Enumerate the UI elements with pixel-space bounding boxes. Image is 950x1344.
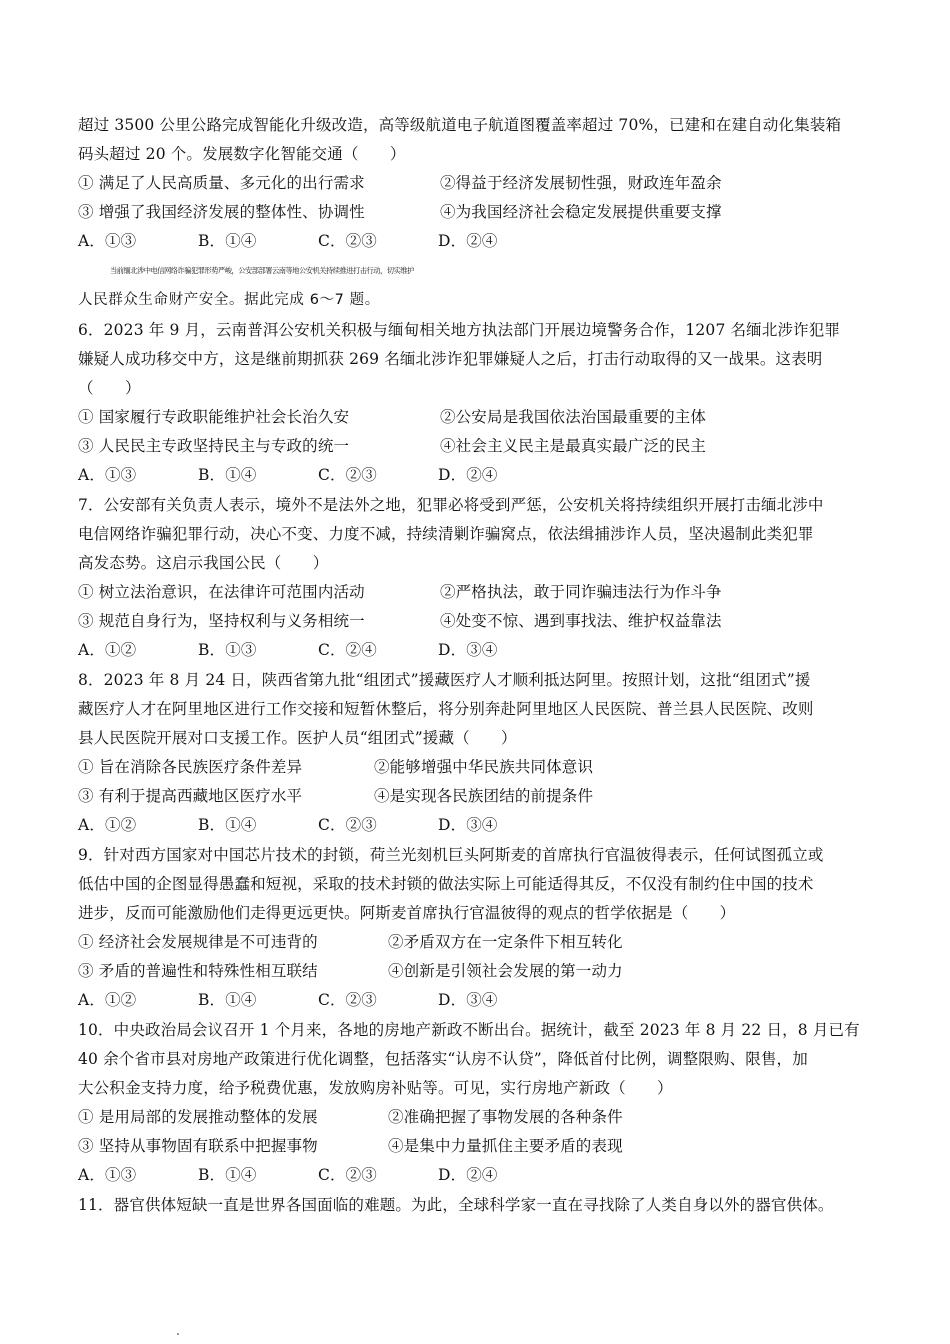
q5-answers (78, 230, 878, 252)
q5-stem-line: 码头超过 20 个。发展数字化智能交通（ ） (78, 145, 406, 163)
q8-answers (78, 814, 878, 836)
q10-options-row (78, 1106, 878, 1128)
q8-options-row (78, 756, 878, 778)
answer-d: D．③④ (438, 991, 498, 1009)
q6-stem-line: （ ） (78, 379, 141, 397)
q6-option-4: ④社会主义民主是最真实最广泛的民主 (440, 437, 707, 455)
q6-options-row (78, 406, 878, 428)
answer-c: C．②③ (318, 1166, 377, 1184)
q5-option-3: ③ 增强了我国经济发展的整体性、协调性 (78, 203, 365, 221)
q9-stem-line: 低估中国的企图显得愚蠢和短视，采取的技术封锁的做法实际上可能适得其反，不仅没有制约住中国的技术 (78, 875, 814, 893)
q9-option-4: ④创新是引领社会发展的第一动力 (388, 962, 623, 980)
q8-options-row (78, 785, 878, 807)
answer-b: B．①④ (198, 1166, 257, 1184)
material-note-line: 当前缅北涉中电信网络诈骗犯罪形势严峻，公安部部署云南等地公安机关持续推进打击行动，切实维护 (110, 266, 414, 275)
q6-option-1: ① 国家履行专政职能维护社会长治久安 (78, 408, 350, 426)
q6-options-row (78, 435, 878, 457)
q8-option-2: ②能够增强中华民族共同体意识 (374, 758, 594, 776)
q10-stem-line: 10．中央政治局会议召开 1 个月来，各地的房地产新政不断出台。据统计，截至 2023 年 8 月 22 日，8 月已有 (78, 1021, 860, 1039)
answer-c: C．②③ (318, 991, 377, 1009)
q6-stem-line: 6．2023 年 9 月，云南普洱公安机关积极与缅甸相关地方执法部门开展边境警务合作，1207 名缅北涉诈犯罪 (78, 321, 841, 339)
answer-d: D．②④ (438, 1166, 498, 1184)
q7-stem-line: 高发态势。这启示我国公民（ ） (78, 554, 329, 572)
q10-option-1: ① 是用局部的发展推动整体的发展 (78, 1108, 318, 1126)
answer-b: B．①④ (198, 232, 257, 250)
answer-a: A．①② (78, 816, 137, 834)
q7-options-row (78, 581, 878, 603)
q7-options-row (78, 610, 878, 632)
q9-stem-line: 9．针对西方国家对中国芯片技术的封锁，荷兰光刻机巨头阿斯麦的首席执行官温彼得表示，任何试图孤立或 (78, 846, 824, 864)
q9-stem-line: 进步，反而可能激励他们走得更远更快。阿斯麦首席执行官温彼得的观点的哲学依据是（ ） (78, 904, 736, 922)
q9-option-3: ③ 矛盾的普遍性和特殊性相互联结 (78, 962, 318, 980)
answer-a: A．①② (78, 991, 137, 1009)
q5-option-2: ②得益于经济发展韧性强，财政连年盈余 (440, 174, 722, 192)
q9-option-2: ②矛盾双方在一定条件下相互转化 (388, 933, 623, 951)
answer-d: D．②④ (438, 466, 498, 484)
q5-options-row (78, 201, 878, 223)
q8-option-3: ③ 有利于提高西藏地区医疗水平 (78, 787, 303, 805)
answer-c: C．②③ (318, 816, 377, 834)
q10-stem-line: 大公积金支持力度，给予税费优惠，发放购房补贴等。可见，实行房地产新政（ ） (78, 1079, 673, 1097)
material-note-line: 人民群众生命财产安全。据此完成 6～7 题。 (78, 292, 380, 308)
answer-a: A．①② (78, 641, 137, 659)
q8-stem-line: 8．2023 年 8 月 24 日，陕西省第九批“组团式”援藏医疗人才顺利抵达阿里。按照计划，这批“组团式”援 (78, 671, 811, 689)
q11-stem-line: 11．器官供体短缺一直是世界各国面临的难题。为此，全球科学家一直在寻找除了人类自身以外的器官供体。 (78, 1196, 834, 1214)
answer-d: D．②④ (438, 232, 498, 250)
page-mark (177, 1333, 179, 1335)
answer-b: B．①④ (198, 816, 257, 834)
q9-option-1: ① 经济社会发展规律是不可违背的 (78, 933, 318, 951)
q7-stem-line: 7．公安部有关负责人表示，境外不是法外之地，犯罪必将受到严惩，公安机关将持续组织开展打击缅北涉中 (78, 496, 824, 514)
q9-options-row (78, 931, 878, 953)
answer-d: D．③④ (438, 641, 498, 659)
q6-option-3: ③ 人民民主专政坚持民主与专政的统一 (78, 437, 350, 455)
q6-answers (78, 464, 878, 486)
answer-a: A．①③ (78, 232, 137, 250)
answer-b: B．①④ (198, 466, 257, 484)
answer-c: C．②③ (318, 466, 377, 484)
answer-d: D．③④ (438, 816, 498, 834)
q5-option-1: ① 满足了人民高质量、多元化的出行需求 (78, 174, 365, 192)
answer-c: C．②③ (318, 232, 377, 250)
q6-option-2: ②公安局是我国依法治国最重要的主体 (440, 408, 707, 426)
q5-options-row (78, 172, 878, 194)
q5-option-4: ④为我国经济社会稳定发展提供重要支撑 (440, 203, 722, 221)
answer-a: A．①③ (78, 1166, 137, 1184)
q10-option-3: ③ 坚持从事物固有联系中把握事物 (78, 1137, 318, 1155)
q7-stem-line: 电信网络诈骗犯罪行动，决心不变、力度不减，持续清剿诈骗窝点，依法缉捕涉诈人员，坚决遏制此类犯罪 (78, 525, 814, 543)
q6-stem-line: 嫌疑人成功移交中方，这是继前期抓获 269 名缅北涉诈犯罪嫌疑人之后，打击行动取得的又一战果。这表明 (78, 350, 823, 368)
q10-option-4: ④是集中力量抓住主要矛盾的表现 (388, 1137, 623, 1155)
q9-answers (78, 989, 878, 1011)
q5-stem-line: 超过 3500 公里公路完成智能化升级改造，高等级航道电子航道图覆盖率超过 70%，已建和在建自动化集装箱 (78, 116, 842, 134)
q8-stem-line: 县人民医院开展对口支援工作。医护人员“组团式”援藏（ ） (78, 729, 517, 747)
q7-option-4: ④处变不惊、遇到事找法、维护权益靠法 (440, 612, 722, 630)
q8-option-4: ④是实现各民族团结的前提条件 (374, 787, 594, 805)
q10-option-2: ②准确把握了事物发展的各种条件 (388, 1108, 623, 1126)
answer-b: B．①③ (198, 641, 257, 659)
answer-b: B．①④ (198, 991, 257, 1009)
q10-answers (78, 1164, 878, 1186)
q9-options-row (78, 960, 878, 982)
q7-option-1: ① 树立法治意识，在法律许可范围内活动 (78, 583, 365, 601)
q8-option-1: ① 旨在消除各民族医疗条件差异 (78, 758, 303, 776)
answer-a: A．①③ (78, 466, 137, 484)
q10-options-row (78, 1135, 878, 1157)
q8-stem-line: 藏医疗人才在阿里地区进行工作交接和短暂休整后，将分别奔赴阿里地区人民医院、普兰县人民医院、改则 (78, 700, 814, 718)
q7-option-3: ③ 规范自身行为，坚持权利与义务相统一 (78, 612, 365, 630)
q7-option-2: ②严格执法，敢于同诈骗违法行为作斗争 (440, 583, 722, 601)
answer-c: C．②④ (318, 641, 377, 659)
q7-answers (78, 639, 878, 661)
q10-stem-line: 40 余个省市县对房地产政策进行优化调整，包括落实“认房不认贷”，降低首付比例，调整限购、限售，加 (78, 1050, 808, 1068)
